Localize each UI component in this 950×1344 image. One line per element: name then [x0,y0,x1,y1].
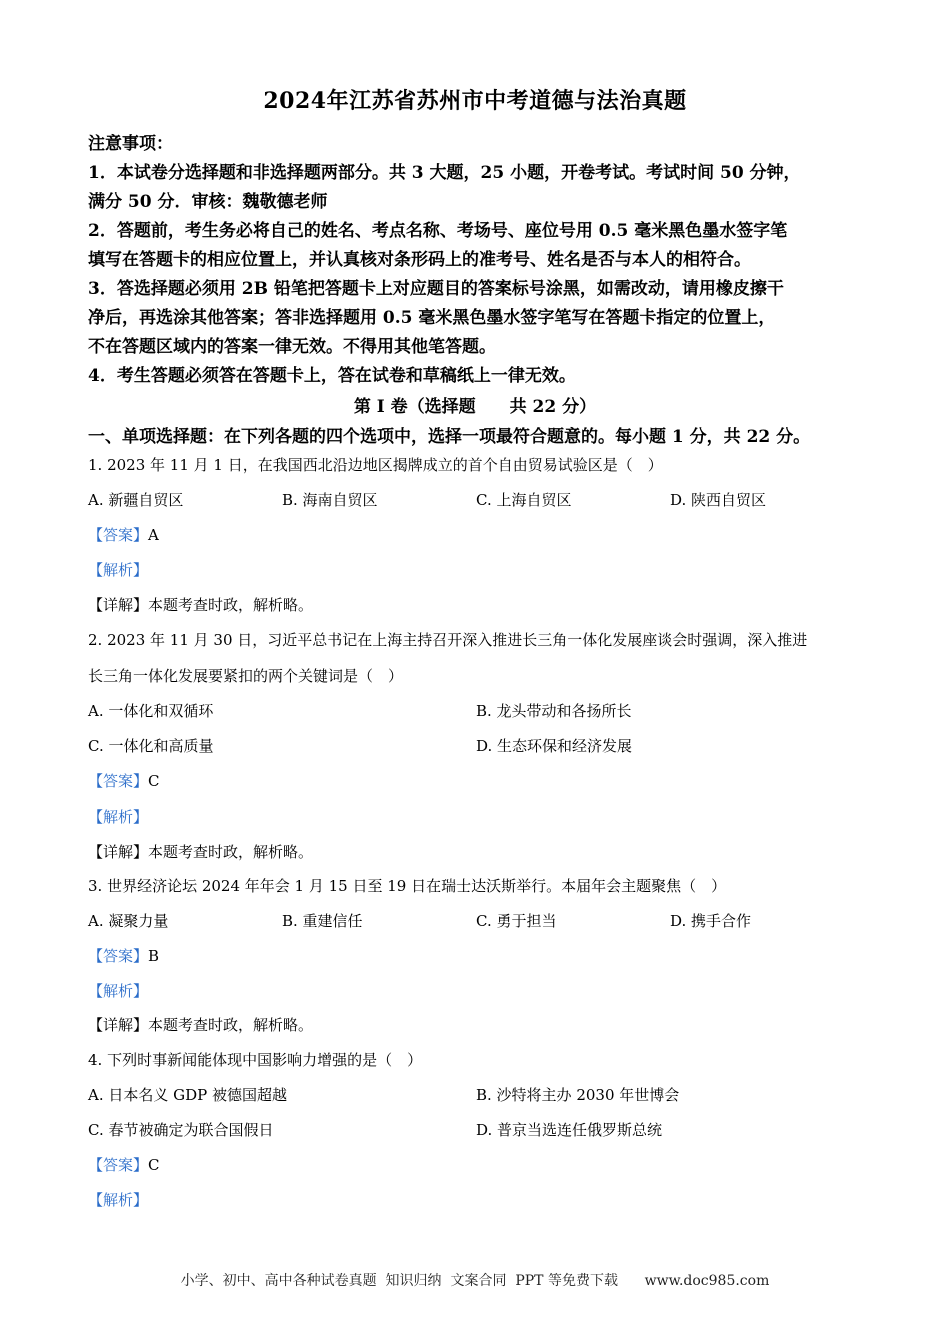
answer-value: B [148,947,160,965]
answer-label: 【答案】 [88,947,149,965]
detail-label: 【详解】 [88,1016,149,1034]
section-heading: 一、单项选择题：在下列各题的四个选项中，选择一项最符合题意的。每小题 1 分，共 22 分。 [88,427,811,447]
option-a: A. 日本名义 GDP 被德国超越 [88,1086,288,1104]
answer-label: 【答案】 [88,772,149,790]
detail-line [88,595,313,615]
option-d: D. 普京当选连任俄罗斯总统 [476,1121,663,1139]
analysis-line [88,560,148,580]
analysis-label: 【解析】 [88,1191,149,1209]
detail-line [88,842,313,862]
note-line: 3．答选择题必须用 2B 铅笔把答题卡上对应题目的答案标号涂黑，如需改动，请用橡皮擦干 [88,279,784,299]
question-stem: 1. 2023 年 11 月 1 日，在我国西北沿边地区揭牌成立的首个自由贸易试验区是（ ） [88,456,663,474]
option-d: D. 携手合作 [670,912,752,930]
note-line: 1．本试卷分选择题和非选择题两部分。共 3 大题，25 小题，开卷考试。考试时间 50 分钟， [88,163,801,183]
detail-text: 本题考查时政，解析略。 [148,1016,314,1034]
answer-line [88,525,159,545]
question-stem: 3. 世界经济论坛 2024 年年会 1 月 15 日至 19 日在瑞士达沃斯举行。本届年会主题聚焦（ ） [88,877,727,895]
note-line: 4．考生答题必须答在答题卡上，答在试卷和草稿纸上一律无效。 [88,366,576,386]
option-a: A. 凝聚力量 [88,912,169,930]
option-a: A. 新疆自贸区 [88,491,184,509]
option-c: C. 一体化和高质量 [88,737,214,755]
analysis-line [88,981,148,1001]
detail-line [88,1015,313,1035]
section-title: 第 I 卷（选择题 共 22 分） [353,397,597,417]
question-stem: 长三角一体化发展要紧扣的两个关键词是（ ） [88,667,404,685]
answer-value: C [148,1156,160,1174]
question-stem: 2. 2023 年 11 月 30 日，习近平总书记在上海主持召开深入推进长三角一体化发展座谈会时强调，深入推进 [88,631,808,649]
note-line: 不在答题区域内的答案一律无效。不得用其他笔答题。 [88,337,496,357]
analysis-label: 【解析】 [88,561,149,579]
exam-notes [88,130,878,391]
detail-label: 【详解】 [88,596,149,614]
option-c: C. 春节被确定为联合国假日 [88,1121,274,1139]
notes-heading: 注意事项： [88,134,173,154]
detail-text: 本题考查时政，解析略。 [148,596,314,614]
option-a: A. 一体化和双循环 [88,702,214,720]
page-title: 2024年江苏省苏州市中考道德与法治真题 [263,88,687,114]
answer-line [88,1155,160,1175]
note-line: 满分 50 分．审核：魏敬德老师 [88,192,328,212]
detail-label: 【详解】 [88,843,149,861]
option-d: D. 陕西自贸区 [670,491,767,509]
analysis-line [88,807,148,827]
option-b: B. 龙头带动和各扬所长 [476,702,632,720]
answer-line [88,771,160,791]
note-line: 净后，再选涂其他答案；答非选择题用 0.5 毫米黑色墨水签字笔写在答题卡指定的位置上， [88,308,776,328]
note-line: 2．答题前，考生务必将自己的姓名、考点名称、考场号、座位号用 0.5 毫米黑色墨水签字笔 [88,221,788,241]
note-line: 填写在答题卡的相应位置上，并认真核对条形码上的准考号、姓名是否与本人的相符合。 [88,250,751,270]
analysis-line [88,1190,148,1210]
option-b: B. 海南自贸区 [282,491,378,509]
analysis-label: 【解析】 [88,982,149,1000]
answer-label: 【答案】 [88,1156,149,1174]
option-d: D. 生态环保和经济发展 [476,737,633,755]
page-footer: 小学、初中、高中各种试卷真题 知识归纳 文案合同 PPT 等免费下载 www.doc985.com [180,1273,770,1289]
option-c: C. 勇于担当 [476,912,557,930]
detail-text: 本题考查时政，解析略。 [148,843,314,861]
question-stem: 4. 下列时事新闻能体现中国影响力增强的是（ ） [88,1051,423,1069]
answer-value: C [148,772,160,790]
analysis-label: 【解析】 [88,808,149,826]
answer-value: A [148,526,159,544]
option-b: B. 沙特将主办 2030 年世博会 [476,1086,680,1104]
answer-line [88,946,159,966]
option-b: B. 重建信任 [282,912,363,930]
answer-label: 【答案】 [88,526,149,544]
option-c: C. 上海自贸区 [476,491,572,509]
